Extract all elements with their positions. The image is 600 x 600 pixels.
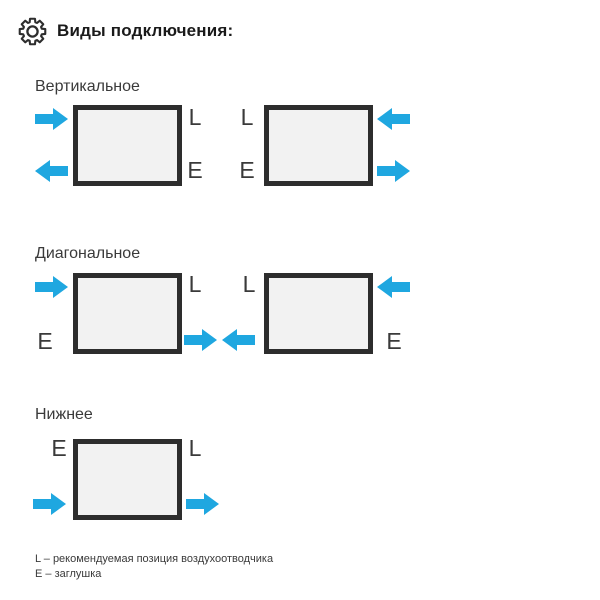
plug-label: E — [51, 435, 67, 461]
legend-line-plug: E – заглушка — [35, 567, 102, 580]
radiator-body — [73, 273, 182, 354]
radiator-body — [264, 105, 373, 186]
flow-in-arrow — [377, 108, 410, 130]
flow-out-arrow — [186, 493, 219, 515]
air-vent-label: L — [242, 271, 256, 297]
legend-line-air-vent: L – рекомендуемая позиция воздухоотводчика — [35, 553, 274, 565]
plug-label: E — [187, 157, 203, 183]
air-vent-label: L — [188, 271, 202, 297]
flow-out-arrow — [222, 329, 255, 351]
legend — [35, 552, 273, 581]
flow-out-arrow — [184, 329, 217, 351]
section-title-bottom: Нижнее — [35, 406, 93, 423]
air-vent-label: L — [240, 104, 254, 130]
plug-label: E — [239, 157, 255, 183]
radiator-body — [73, 439, 182, 520]
section-title-vertical: Вертикальное — [35, 78, 140, 95]
plug-label: E — [37, 328, 53, 354]
gear-icon — [17, 16, 48, 47]
section-title-diagonal: Диагональное — [35, 245, 141, 262]
flow-in-arrow — [35, 108, 68, 130]
page-title: Виды подключения: — [57, 21, 234, 40]
air-vent-label: L — [188, 435, 202, 461]
radiator-body — [264, 273, 373, 354]
header — [0, 0, 600, 60]
flow-in-arrow — [35, 276, 68, 298]
flow-out-arrow — [35, 160, 68, 182]
flow-in-arrow — [33, 493, 66, 515]
flow-out-arrow — [377, 160, 410, 182]
air-vent-label: L — [188, 104, 202, 130]
radiator-body — [73, 105, 182, 186]
plug-label: E — [386, 328, 402, 354]
flow-in-arrow — [377, 276, 410, 298]
